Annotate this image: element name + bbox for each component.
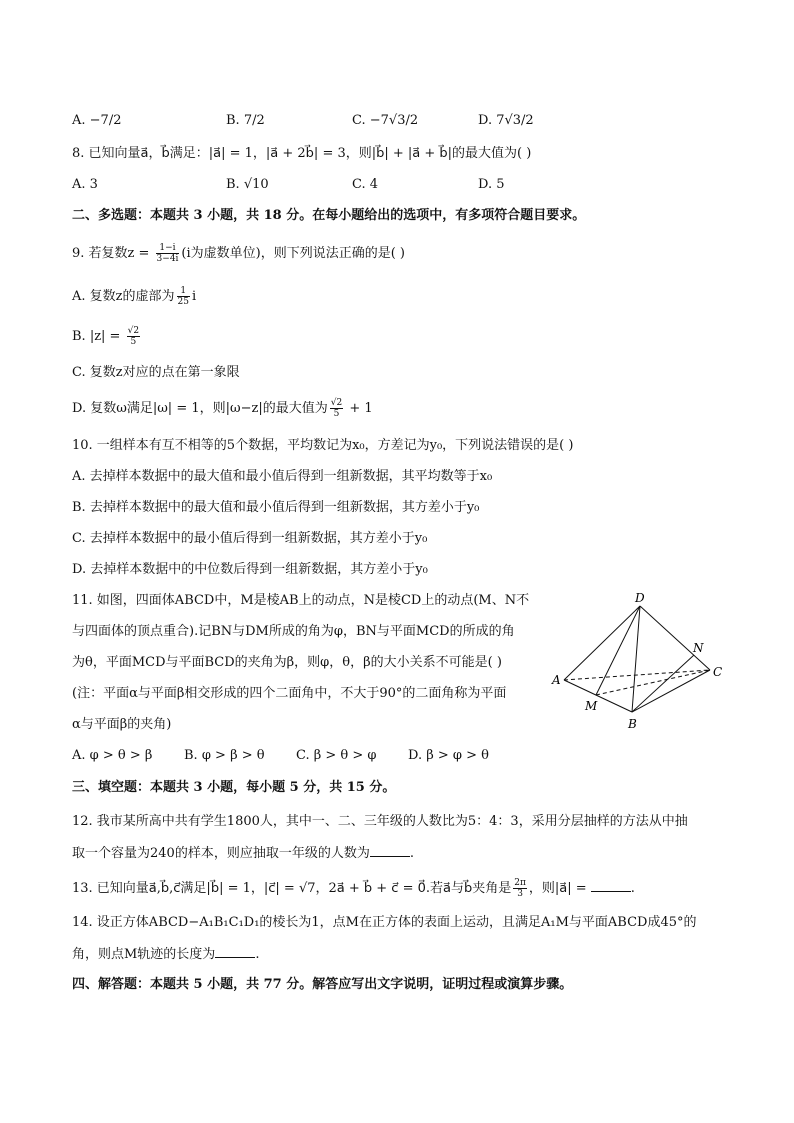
q12-line-2 [72,844,414,863]
q9-a-post: i [191,289,197,304]
q14-line-2-text: 角，则点M轨迹的长度为 [72,947,216,962]
label-n: N [693,641,704,655]
q10-option-c[interactable]: C. 去掉样本数据中的最小值后得到一组新数据，其方差小于y₀ [72,531,428,546]
q14-line-1: 14. 设正方体ABCD−A₁B₁C₁D₁的棱长为1，点M在正方体的表面上运动，且满足A₁M与平面ABCD成45°的 [72,915,697,930]
q11-line-2: 与四面体的顶点重合).记BN与DM所成的角为φ，BN与平面MCD的所成的角 [72,624,515,639]
section-3-heading: 三、填空题：本题共 3 小题，每小题 5 分，共 15 分。 [72,780,396,795]
q9-stem-pre: 9. 若复数z = [72,246,154,261]
edge-da [564,606,640,680]
q9-d-pre: D. 复数ω满足|ω| = 1，则|ω−z|的最大值为 [72,401,328,416]
segment-dm [596,606,640,695]
q11-option-c[interactable]: C. β > θ > φ [296,748,377,763]
q7-option-b[interactable]: B. 7/2 [226,113,265,128]
q10-option-b[interactable]: B. 去掉样本数据中的最大值和最小值后得到一组新数据，其方差小于y₀ [72,500,480,515]
tetrahedron-figure [548,592,728,732]
segment-mc-hidden [596,670,710,695]
q9-frac-num: 1−i [156,243,180,254]
label-m: M [585,699,598,713]
q11-option-a[interactable]: A. φ > θ > β [72,748,153,763]
q12-line-2-end: . [409,846,414,861]
q9-b-den: 5 [130,337,137,347]
q9-option-c[interactable]: C. 复数z对应的点在第一象限 [72,365,240,380]
q11-line-4: (注：平面α与平面β相交形成的四个二面角中，不大于90°的二面角称为平面 [72,686,507,701]
label-b: B [628,717,637,731]
q14-answer-blank[interactable] [215,945,255,958]
q9-d-fraction [330,398,343,419]
q12-answer-blank[interactable] [370,844,410,857]
q13-den: 3 [517,889,523,899]
q9-option-b[interactable] [72,326,142,347]
edge-ab [564,680,632,712]
label-a: A [552,673,561,687]
q10-stem: 10. 一组样本有互不相等的5个数据，平均数记为x₀，方差记为y₀，下列说法错误的是( ) [72,438,574,453]
q7-option-a[interactable]: A. −7/2 [72,113,122,128]
label-c: C [713,665,723,679]
q9-b-pre: B. |z| = [72,329,125,344]
q14-line-2 [72,945,259,964]
q9-d-num: √2 [330,398,343,408]
q9-option-a[interactable] [72,286,196,307]
edge-db [632,606,640,712]
q8-option-a[interactable]: A. 3 [72,177,98,192]
q11-option-b[interactable]: B. φ > β > θ [184,748,265,763]
q11-option-d[interactable]: D. β > φ > θ [408,748,489,763]
q13-num: 2π [514,878,526,888]
q8-option-b[interactable]: B. √10 [226,177,269,192]
label-d: D [635,592,645,605]
q11-line-5: α与平面β的夹角) [72,717,172,732]
q8-option-c[interactable]: C. 4 [352,177,379,192]
edge-dc [640,606,710,670]
q10-option-a[interactable]: A. 去掉样本数据中的最大值和最小值后得到一组新数据，其平均数等于x₀ [72,469,493,484]
q8-stem: 8. 已知向量a⃗，b⃗满足：|a⃗| = 1，|a⃗ + 2b⃗| = 3，则|b⃗| + |a⃗ + b⃗|的最大值为( ) [72,146,532,161]
q13-stem [72,878,635,899]
q13-pre: 13. 已知向量a⃗,b⃗,c⃗满足|b⃗| = 1，|c⃗| = √7，2a⃗ + b⃗ + c⃗ = 0⃗.若a⃗与b⃗夹角是 [72,881,512,896]
q11-line-1: 11. 如图，四面体ABCD中，M是棱AB上的动点，N是棱CD上的动点(M、N不 [72,593,530,608]
q13-fraction [513,878,527,899]
q10-option-d[interactable]: D. 去掉样本数据中的中位数后得到一组新数据，其方差小于y₀ [72,562,428,577]
q9-stem-post: (i为虚数单位)，则下列说法正确的是( ) [181,246,405,261]
q8-option-d[interactable]: D. 5 [478,177,505,192]
q9-b-num: √2 [127,326,140,336]
q12-line-2-text: 取一个容量为240的样本，则应抽取一年级的人数为 [72,846,370,861]
q9-b-fraction [127,326,140,347]
q13-answer-blank[interactable] [591,879,631,892]
q9-fraction [156,243,180,264]
section-4-heading: 四、解答题：本题共 5 小题，共 77 分。解答应写出文字说明，证明过程或演算步骤。 [72,977,573,992]
q9-option-d[interactable] [72,398,373,419]
q9-d-post: + 1 [345,401,373,416]
q9-stem [72,243,405,264]
q9-a-num: 1 [177,286,190,297]
section-2-heading: 二、多选题：本题共 3 小题，共 18 分。在每小题给出的选项中，有多项符合题目要求。 [72,208,586,223]
q9-d-den: 5 [333,409,340,419]
q11-line-3: 为θ，平面MCD与平面BCD的夹角为β，则φ，θ，β的大小关系不可能是( ) [72,655,502,670]
q7-option-c[interactable]: C. −7√3/2 [352,113,419,128]
q9-a-pre: A. 复数z的虚部为 [72,289,175,304]
q9-frac-den: 3−4i [156,254,179,264]
q13-post: ，则|a⃗| = [528,881,591,896]
q13-end: . [630,881,635,896]
q12-line-1: 12. 我市某所高中共有学生1800人，其中一、二、三年级的人数比为5：4：3，采用分层抽样的方法从中抽 [72,814,688,829]
q9-a-den: 25 [177,297,189,307]
q14-line-2-end: . [255,947,260,962]
q7-option-d[interactable]: D. 7√3/2 [478,113,534,128]
q9-a-fraction [177,286,190,307]
